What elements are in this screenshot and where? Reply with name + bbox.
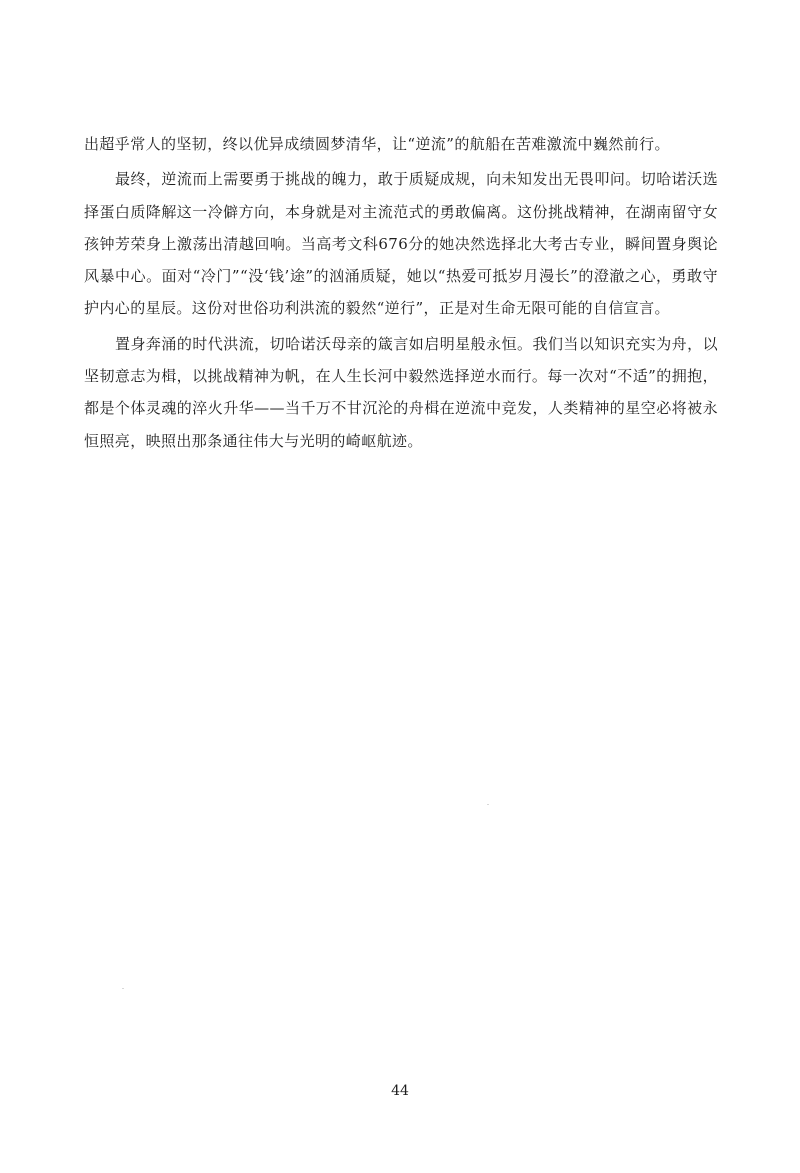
essay-body bbox=[84, 128, 718, 460]
paragraph-challenge: 最终，逆流而上需要勇于挑战的魄力，敢于质疑成规，向未知发出无畏叩问。切哈诺沃选择蛋白质降解这一冷僻方向，本身就是对主流范式的勇敢偏离。这份挑战精神，在湖南留守女孩钟芳荣身上激荡出清越回响。当高考文科676分的她决然选择北大考古专业，瞬间置身舆论风暴中心。面对“冷门”“没‘钱’途”的汹涌质疑，她以“热爱可抵岁月漫长”的澄澈之心，勇敢守护内心的星辰。这份对世俗功利洪流的毅然“逆行”，正是对生命无限可能的自信宣言。 bbox=[84, 170, 718, 318]
scan-speck bbox=[487, 804, 489, 805]
paragraph-conclusion: 置身奔涌的时代洪流，切哈诺沃母亲的箴言如启明星般永恒。我们当以知识充实为舟，以坚韧意志为楫，以挑战精神为帆，在人生长河中毅然选择逆水而行。每一次对“不适”的拥抱，都是个体灵魂的淬火升华——当千万不甘沉沦的舟楫在逆流中竞发，人类精神的星空必将被永恒照亮，映照出那条通往伟大与光明的崎岖航迹。 bbox=[84, 334, 718, 450]
paragraph-continuation: 出超乎常人的坚韧，终以优异成绩圆梦清华，让“逆流”的航船在苦难激流中巍然前行。 bbox=[84, 135, 670, 153]
scan-speck bbox=[122, 988, 124, 989]
page-number: 44 bbox=[391, 1083, 409, 1099]
